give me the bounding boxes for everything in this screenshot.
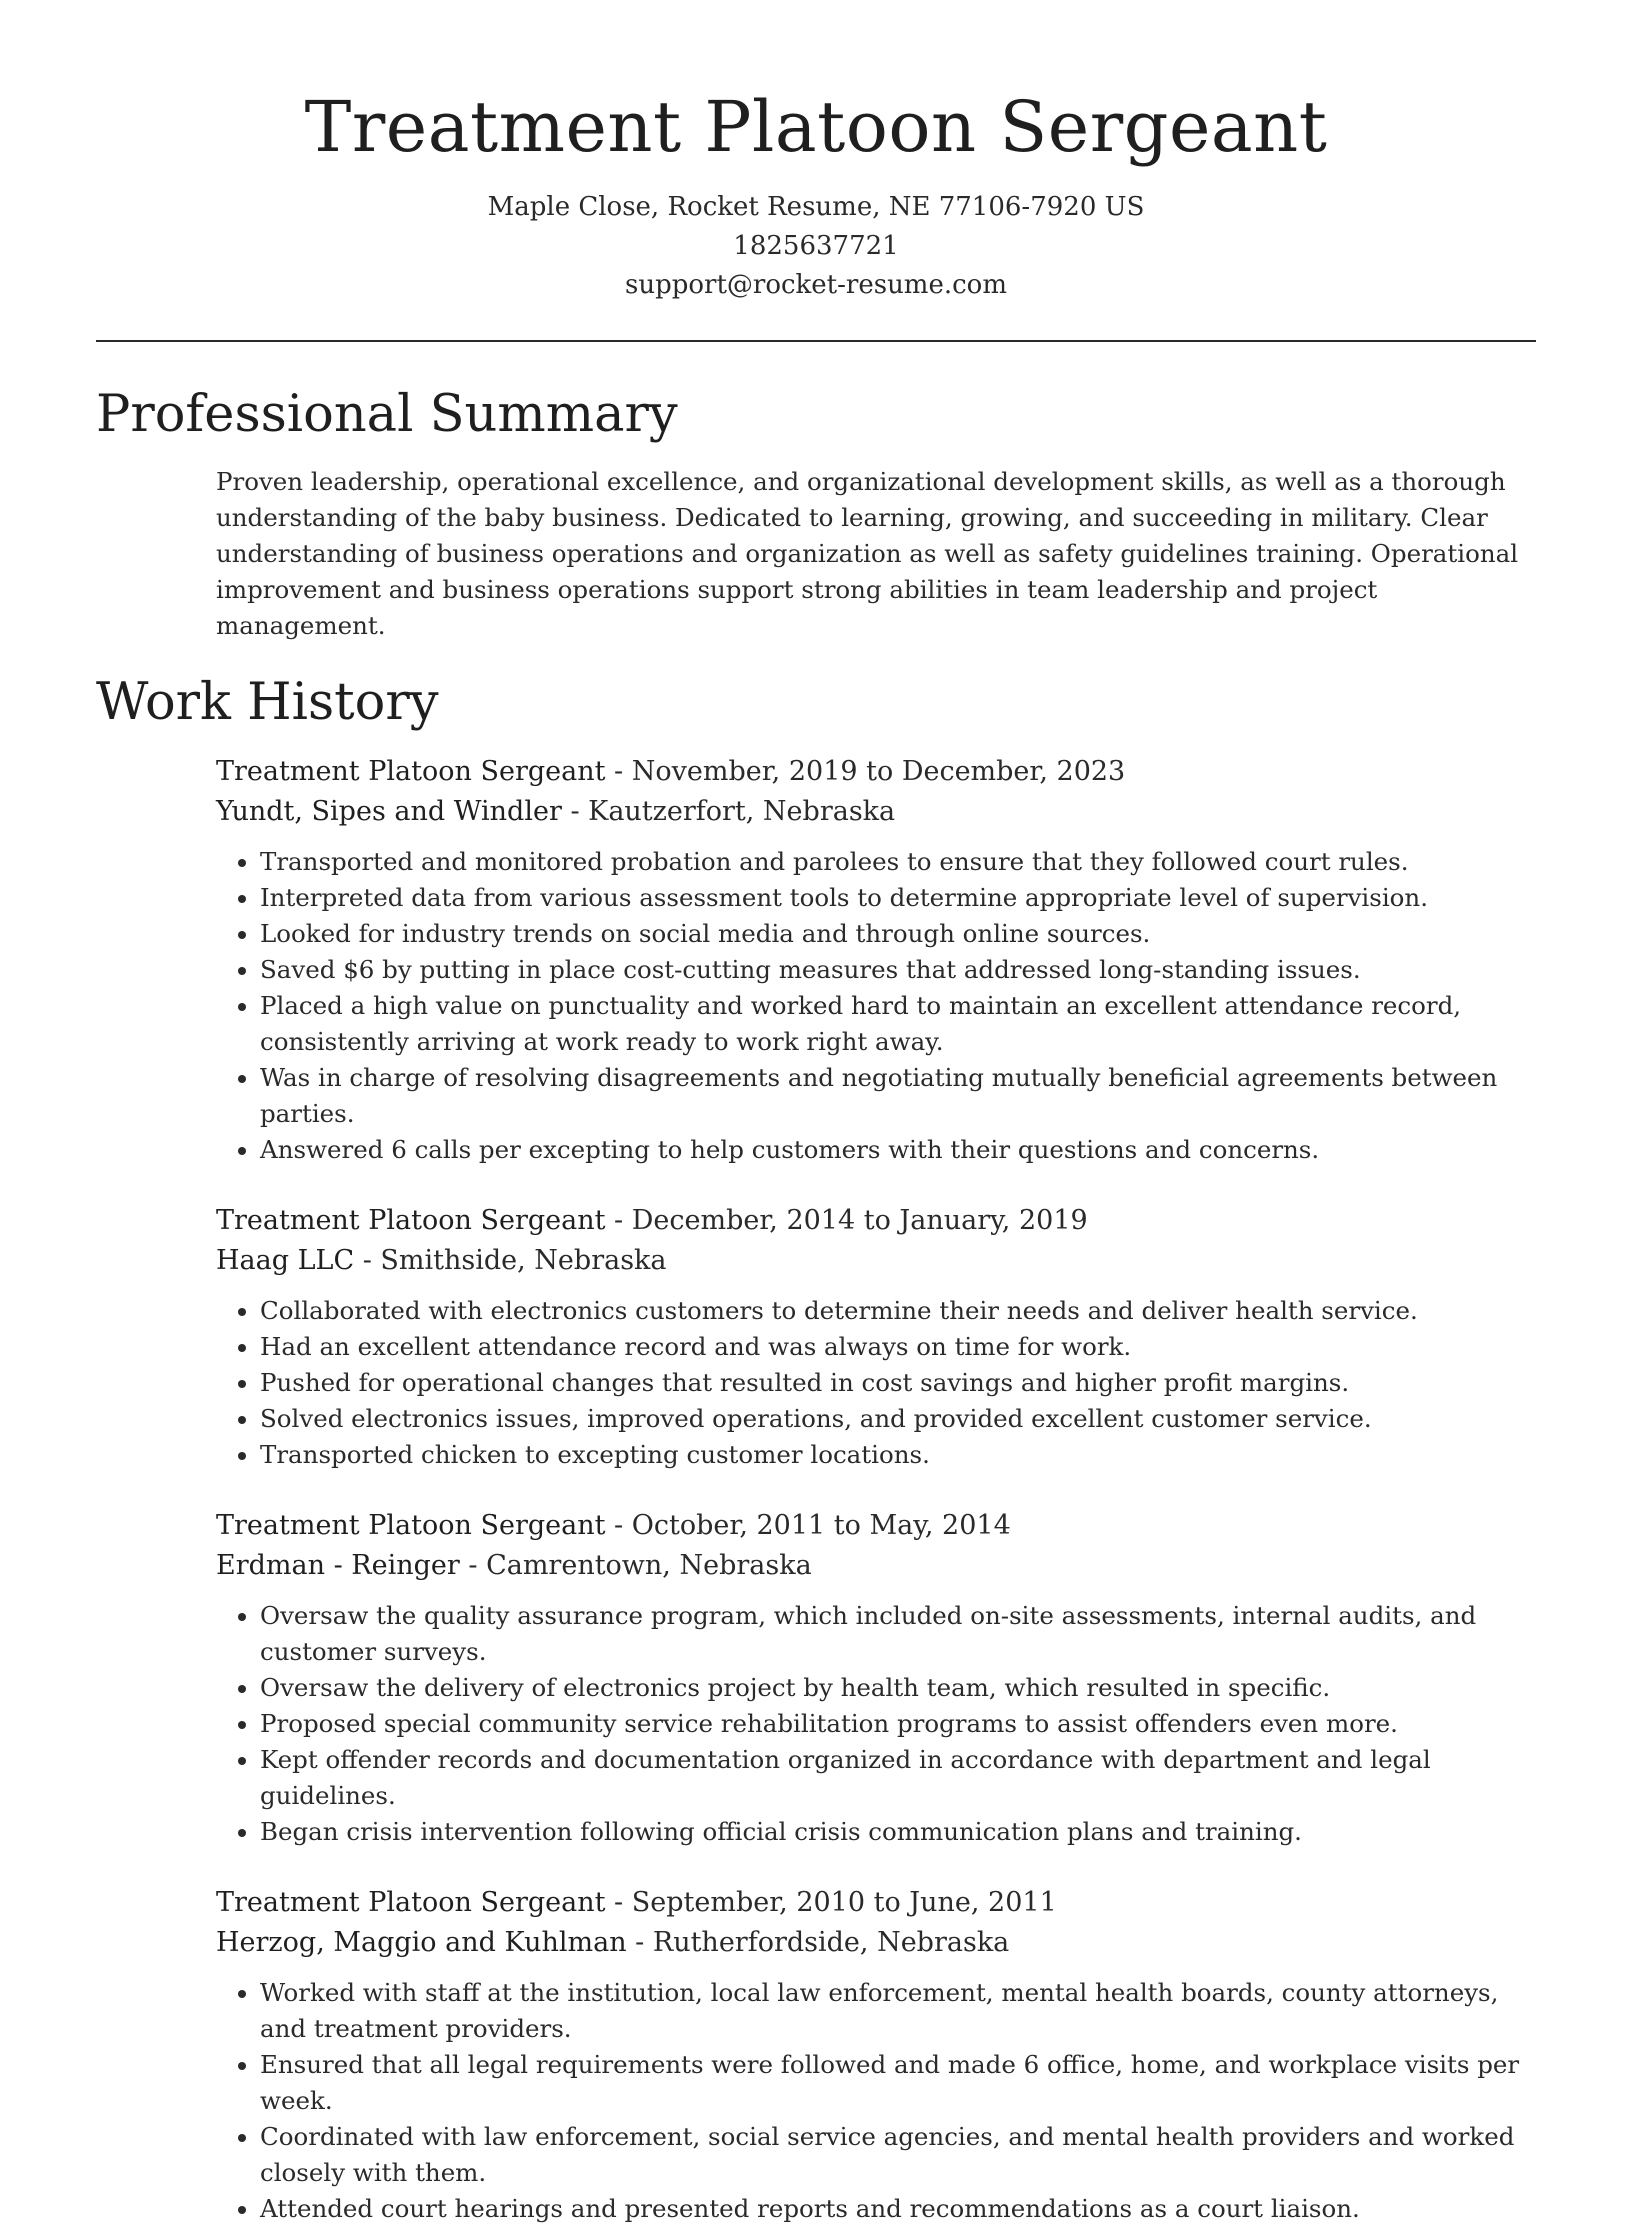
job-bullet: • Kept offender records and documentation organized in accordance with department and legal guidelines. <box>260 1742 1536 1814</box>
candidate-name: Treatment Platoon Sergeant <box>304 86 1328 168</box>
job-bullet: • Interpreted data from various assessment tools to determine appropriate level of supervision. <box>260 880 1536 916</box>
job-location: - Rutherfordside, Nebraska <box>626 1927 1010 1958</box>
job-bullet: • Pushed for operational changes that resulted in cost savings and higher profit margins. <box>260 1365 1536 1401</box>
job-bullets <box>216 1293 1536 1473</box>
job-bullet: • Oversaw the delivery of electronics project by health team, which resulted in specific. <box>260 1670 1536 1706</box>
header-divider <box>96 340 1536 342</box>
job-location: - Smithside, Nebraska <box>354 1245 667 1276</box>
job-entry <box>216 1883 1536 2227</box>
job-title-line <box>216 1506 1536 1546</box>
job-entry <box>216 1201 1536 1473</box>
phone: 1825637721 <box>733 231 899 261</box>
job-dates: - November, 2019 to December, 2023 <box>605 756 1126 787</box>
job-entry <box>216 752 1536 1168</box>
address: Maple Close, Rocket Resume, NE 77106-7920 US <box>487 192 1145 222</box>
job-company-line <box>216 1923 1536 1963</box>
job-bullet: • Coordinated with law enforcement, social service agencies, and mental health providers and worked closely with them. <box>260 2119 1536 2191</box>
job-company-line <box>216 1546 1536 1586</box>
job-position: Treatment Platoon Sergeant <box>216 1510 606 1541</box>
job-bullet: • Placed a high value on punctuality and worked hard to maintain an excellent attendance record, consistently arriving at work ready to work right away. <box>260 988 1536 1060</box>
job-bullet: • Transported and monitored probation and parolees to ensure that they followed court rules. <box>260 844 1536 880</box>
email: support@rocket-resume.com <box>624 270 1007 300</box>
job-bullet: • Looked for industry trends on social media and through online sources. <box>260 916 1536 952</box>
job-company: Herzog, Maggio and Kuhlman <box>216 1927 627 1958</box>
job-bullets <box>216 1975 1536 2227</box>
resume-header <box>96 0 1536 305</box>
job-dates: - October, 2011 to May, 2014 <box>605 1510 1011 1541</box>
job-bullet: • Collaborated with electronics customers to determine their needs and deliver health service. <box>260 1293 1536 1329</box>
job-bullets <box>216 844 1536 1168</box>
job-company: Erdman - Reinger <box>216 1550 460 1581</box>
job-bullet: • Was in charge of resolving disagreements and negotiating mutually beneficial agreements between parties. <box>260 1060 1536 1132</box>
job-company: Haag LLC <box>216 1245 355 1276</box>
job-bullet: • Had an excellent attendance record and was always on time for work. <box>260 1329 1536 1365</box>
work-history-heading: Work History <box>96 673 439 732</box>
job-bullet: • Worked with staff at the institution, local law enforcement, mental health boards, county attorneys, and treatment providers. <box>260 1975 1536 2047</box>
job-dates: - December, 2014 to January, 2019 <box>605 1205 1088 1236</box>
job-bullet: • Proposed special community service rehabilitation programs to assist offenders even more. <box>260 1706 1536 1742</box>
job-location: - Camrentown, Nebraska <box>459 1550 812 1581</box>
job-bullet: • Transported chicken to excepting customer locations. <box>260 1437 1536 1473</box>
job-position: Treatment Platoon Sergeant <box>216 1205 606 1236</box>
job-position: Treatment Platoon Sergeant <box>216 1887 606 1918</box>
job-bullet: • Attended court hearings and presented reports and recommendations as a court liaison. <box>260 2191 1536 2227</box>
job-company-line <box>216 1241 1536 1281</box>
job-title-line <box>216 1201 1536 1241</box>
summary-text: Proven leadership, operational excellence, and organizational development skills, as well as a thorough understanding of the baby business. Dedicated to learning, growing, and succeeding in military. Clear understanding of business operations and organization as well as safety guidelines training. Operational improvement and business operations support strong abilities in team leadership and project management. <box>216 467 1519 640</box>
job-bullets <box>216 1598 1536 1850</box>
job-dates: - September, 2010 to June, 2011 <box>605 1887 1057 1918</box>
job-location: - Kautzerfort, Nebraska <box>561 796 896 827</box>
summary-heading: Professional Summary <box>96 385 678 444</box>
work-history-list <box>216 752 1536 2227</box>
job-title-line <box>216 1883 1536 1923</box>
job-company: Yundt, Sipes and Windler <box>216 796 562 827</box>
job-bullet: • Saved $6 by putting in place cost-cutting measures that addressed long-standing issues. <box>260 952 1536 988</box>
job-bullet: • Solved electronics issues, improved operations, and provided excellent customer service. <box>260 1401 1536 1437</box>
job-entry <box>216 1506 1536 1850</box>
job-bullet: • Oversaw the quality assurance program, which included on-site assessments, internal audits, and customer surveys. <box>260 1598 1536 1670</box>
job-bullet: • Ensured that all legal requirements were followed and made 6 office, home, and workplace visits per week. <box>260 2047 1536 2119</box>
job-bullet: • Answered 6 calls per excepting to help customers with their questions and concerns. <box>260 1132 1536 1168</box>
job-bullet: • Began crisis intervention following official crisis communication plans and training. <box>260 1814 1536 1850</box>
job-position: Treatment Platoon Sergeant <box>216 756 606 787</box>
contact-info <box>96 188 1536 305</box>
job-title-line <box>216 752 1536 792</box>
job-company-line <box>216 792 1536 832</box>
